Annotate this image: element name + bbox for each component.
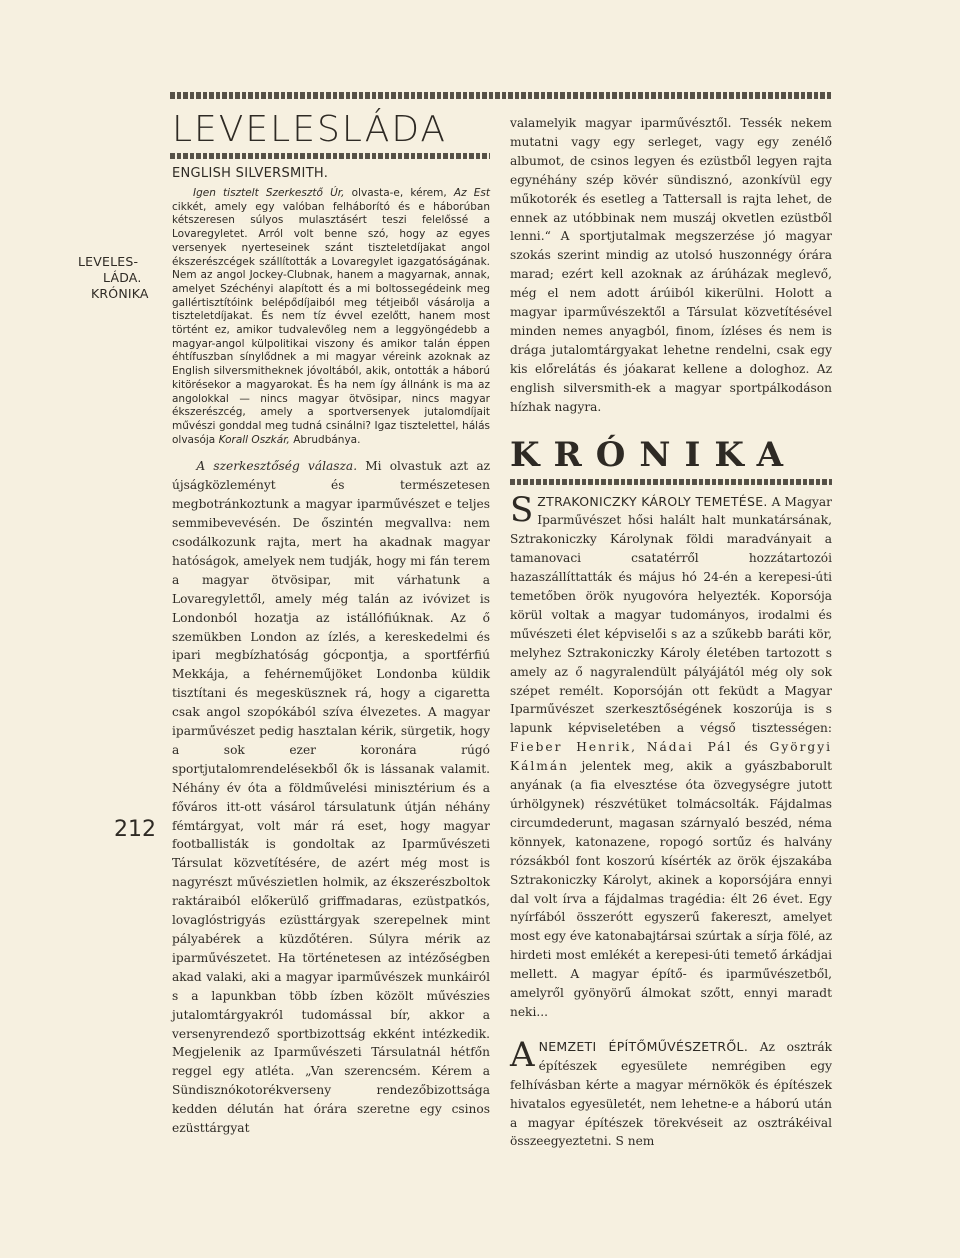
item1-text-a: A Magyar Iparművészet hősi halált halt munkatársának, Sztrakoniczky Károlynak földi maradványait a tamanovaci csatatérről hozzátartozói hazaszállíttatták és május hó 24-én a kerepesi-úti temetőben örök nyugovóra helyezték. Koporsója körül voltak a magyar tudományos, irodalmi és művészeti élet képviselői s az a szűkebb baráti kör, melyhez Sztrakoniczky Károly életében tartozott s amely az ő nagyralendült pályájától még oly sok szépet remélt. Koporsóján ott feküdt a Magyar Iparművészet szerkesztőségének koszorúja is s lapunk képviseletében a végső tisztességen: <box>510 494 832 736</box>
az-est-reference: Az Est <box>453 187 490 199</box>
letter-signature: Korall Oszkár, <box>218 433 290 446</box>
item1-sep-1: , <box>631 740 647 755</box>
editorial-answer <box>172 457 490 1138</box>
letter-salutation: Igen tisztelt Szerkesztő Úr, <box>193 187 345 199</box>
left-column <box>172 110 490 1138</box>
kronika-title: KRÓNIKA <box>510 434 797 475</box>
item2-headline: NEMZETI ÉPÍTŐMŰVÉSZETRŐL. <box>538 1038 749 1054</box>
item1-sep-2: és <box>732 740 770 755</box>
page-number: 212 <box>114 817 156 842</box>
right-column <box>510 114 832 1151</box>
kronika-item-nemzeti-epitomuveszet <box>510 1034 833 1151</box>
item2-text: Az osztrák építészek egyesülete nemrégiben egy felhívásban kérte a magyar mérnökök és építészek hivatalos egyesületét, nem lehetne-e a háború után a magyar építészek törekvéseit az osztrákéival összeegyeztetni. S nem <box>510 1039 833 1149</box>
margin-label-line-3: KRÓNIKA <box>91 286 149 301</box>
kronika-item-sztrakoniczky <box>510 489 832 1022</box>
english-silversmith-subhead: ENGLISH SILVERSMITH. <box>172 166 329 181</box>
letter-text-1: olvasta-e, kérem, <box>344 187 454 199</box>
item1-name-gyorgyi: Györgyi Kálmán <box>510 740 832 774</box>
margin-label-line-2: LÁDA. <box>103 270 142 285</box>
answer-continuation: valamelyik magyar iparművésztől. Tessék nekem mutatni vagy egy serleget, vagy egy zenélő albumot, de csinos legyen és ezüstből legyen rajta egynéhány szép kövér sündisznó, azonkívül egy műkotorék és esetleg a Tattersall is rajta lehet, de ennek az utóbbinak nem muszáj okvetlen ezüstből lenni.“ A sportjutalmak megszerzése jó magyar szokás szerint mindig az utolsó huszonnégy órára marad; ezért kell azoknak az árúházak meglevő, még el nem adott árúiból kikerülni. Holott a magyar iparművészektől a Társulat közvetítésével minden nemes anyagból, finom, ízléses és nem is drága jutalomtárgyakat lehetne rendelni, csak egy kis előrelátás és jóakarat kellene a dologhoz. Az english silversmith-ek a magyar sportpálkodáson hízhak nagyra. <box>510 116 832 414</box>
top-ornament-band <box>170 92 832 99</box>
item1-name-nadai: Nádai Pál <box>646 740 733 755</box>
item2-paragraph <box>510 1034 833 1151</box>
letter-place: Abrudbánya. <box>289 433 361 446</box>
leveleslada-underline-ornament <box>170 153 490 159</box>
answer-lead: A szerkesztőség válasza. <box>196 459 358 474</box>
reader-letter <box>172 187 490 447</box>
item2-dropcap: A <box>510 1034 535 1075</box>
kronika-underline-ornament <box>510 479 832 485</box>
item1-headline: ZTRAKONICZKY KÁROLY TEMETÉSE. <box>537 493 768 509</box>
item1-paragraph <box>510 489 832 1022</box>
item1-dropcap: S <box>510 489 534 530</box>
answer-text: Mi olvastuk azt az újságközleményt és természetesen megbotránkoztunk a magyar iparművészet e teljes semmibevevésén. De őszintén megvallva: nem csodálkozunk rajta, mert ha akadnak magyar hatóságok, amelyek nem tudják, hogy mi fán terem a magyar ötvösipar, mit várhatunk a Lovaregylettől, amely még talán az ivóvizet is Londonból hozatja az istállófiúknak. Az ő szemükben London az ízlés, a kereskedelmi és ipari megbízhatóság gócpontja, a sportférfiú Mekkája, a fehérneműjöket Londonba küldik tisztítani és megesküsznek rá, hogy a cigaretta csak angol szopókából szíva élvezetes. A magyar iparművészet pedig hasztalan kérik, sürgetik, hogy a sok ezer koronára rúgó sportjutalomrendelésekből ők is lássanak valamit. Néhány év óta a földművelési minisztérium és a főváros itt-ott vásárol társulatunk útján néhány fémtárgyat, volt már rá eset, hogy magyar footballisták is gondoltak az Iparművészeti Társulat közvetítésére, de azért még most is nagyrészt művészietlen holmik, az ékszerészboltok raktáraiból előkerülő griffmadaras, ezüstpatkós, lovaglóstrigyás ezüsttárgyak szerepelnek mint pályabérek a küzdőtéren. Súlyra mérik az iparművészetet. Ha történetesen az intézőségben akad valaki, aki a magyar iparművészek munkáiról s a lapunkban több ízben közölt művészies jutalomtárgyakról tudomással bír, akkor a versenyrendező sportbizottság ekként intézkedik. Megjelenik az Iparművészeti Társulatnál hétfőn reggel egy atléta. „Van szerencsém. Kérem a Sündisznókotorékverseny rendezőbizottsága kedden délután hat órára szeretne egy csinos ezüsttárgyat <box>172 459 491 1136</box>
item1-text-b: jelentek meg, akik a gyászbaborult anyának (a fia elvesztése óta özvegységre jutott úrhölgynek) részvétüket tolmácsolták. Fájdalmas circumdederunt, magasan szárnyaló beszéd, néma könnyek, katonazene, ropogó sortűz és halvány rózsákból font koszorú kísérték az örök éjszakába Sztrakoniczky Károlyt, akinek a koporsójára ennyi dal volt írva a fájdalmas tragédia: élt 26 évet. Egy nyírfából összerótt egyszerű fakereszt, amelyet most egy éve katonabajtársai szúrtak a sírja fölé, az hirdeti most emlékét a kerepesi-úti temető árkádjai mellett. A magyar építő- és iparművészetből, amelyről gyönyörű álmokat szőtt, ennyi maradt neki... <box>510 759 832 1019</box>
item1-name-fieber: Fieber Henrik <box>510 740 632 755</box>
margin-label-line-1: LEVELES- <box>78 254 139 269</box>
margin-section-label <box>78 254 170 302</box>
letter-text-2: cikkét, amely egy valóban felháborító és e háborúban kétszeresen súlyos mulasztásért teszi felelőssé a Lovaregyletet. Arról volt benne szó, hogy az egyes versenyek nyerteseinek szánt tiszteletdíjakat angol ékszerészcégek szállították a Lovaregylet igazgatóságának. Nem az angol Jockey-Clubnak, hanem a magyarnak, annak, amelyet Széchényi alapított és a mi boltossegédeink meg gallértisztítóink belépődíjaiból meg tétjeiből vásárolja a tiszteletdíjakat. És nem tíz évvel ezelőtt, hanem most történt ez, amikor tudvalevőleg nem a leggyöngédebb a magyar-angol külpolitikai viszony és amikor talán éppen éhtífuszban sínylődnek a mi magyar véreink azoknak az English silversmitheknek jóvoltából, akik, ontották a háború kitörésekor a magyarokat. És ha nem így állnánk is ma az angolokkal — nincs magyar ötvösipar, nincs magyar ékszerészcég, amely a sportversenyek jutalomdíjait művészi gonddal meg tudná csinálni? Igaz tisztelettel, hálás olvasója <box>172 200 490 446</box>
leveleslada-title: LEVELESLÁDA <box>172 109 448 150</box>
